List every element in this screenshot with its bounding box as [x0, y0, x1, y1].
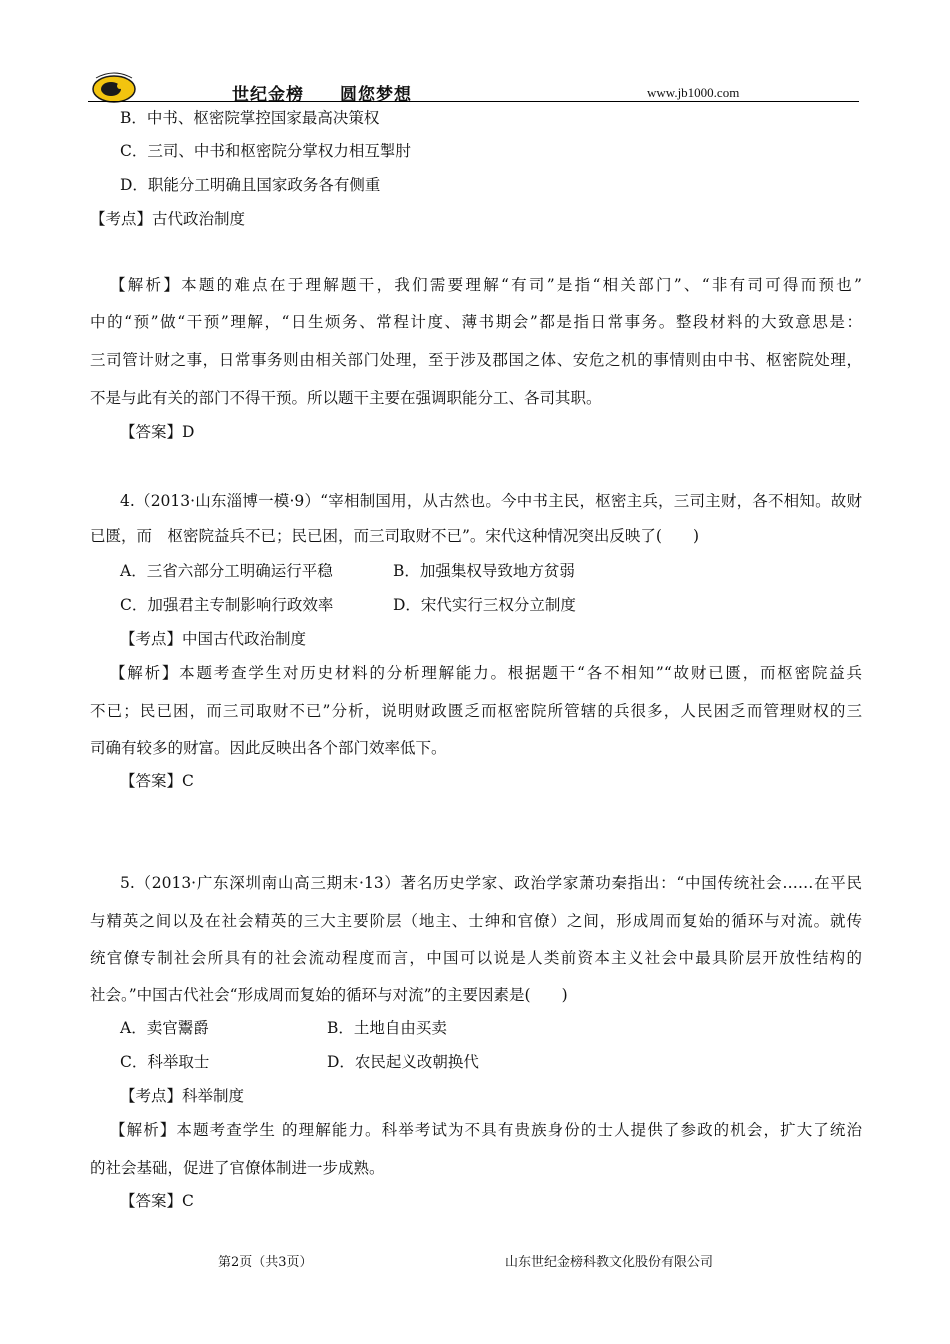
- q5-stem-line-3: 统官僚专制社会所具有的社会流动程度而言，中国可以说是人类前资本主义社会中最具阶层开放性结构的: [90, 949, 862, 967]
- q5-jiexi-line-2: 的社会基础，促进了官僚体制进一步成熟。: [90, 1159, 385, 1177]
- q5-answer: 【答案】C: [120, 1192, 194, 1210]
- footer-page-number: 第2页（共3页）: [218, 1255, 313, 1270]
- q3-jiexi-line-1: 【解析】本题的难点在于理解题干，我们需要理解“有司”是指“相关部门”、“非有司可得而预也”: [110, 276, 862, 294]
- q4-jiexi-line-3: 司确有较多的财富。因此反映出各个部门效率低下。: [90, 739, 447, 757]
- q3-option-d: D．职能分工明确且国家政务各有侧重: [120, 176, 381, 194]
- q4-stem-line-2: 已匮，而 枢密院益兵不已；民已困，而三司取财不已”。宋代这种情况突出反映了( ): [90, 527, 700, 545]
- header-divider: [88, 101, 859, 102]
- logo-icon: [90, 70, 138, 104]
- q5-kaodian: 【考点】科举制度: [120, 1087, 245, 1105]
- q4-option-a: A．三省六部分工明确运行平稳: [120, 562, 333, 580]
- q4-jiexi-line-1: 【解析】本题考查学生对历史材料的分析理解能力。根据题干“各不相知”“故财已匮，而枢密院益兵: [110, 664, 862, 682]
- q3-answer: 【答案】D: [120, 423, 195, 441]
- q4-stem-line-1: 4.（2013·山东淄博一模·9）“宰相制国用，从古然也。今中书主民，枢密主兵，三司主财，各不相知。故财: [120, 492, 862, 510]
- q5-option-c: C．科举取士: [120, 1053, 210, 1071]
- q5-option-d: D．农民起义改朝换代: [327, 1053, 479, 1071]
- q4-option-d: D．宋代实行三权分立制度: [393, 596, 576, 614]
- header-slogan: 世纪金榜 圆您梦想: [232, 85, 412, 105]
- q4-option-c: C．加强君主专制影响行政效率: [120, 596, 334, 614]
- q4-jiexi-line-2: 不已；民已困，而三司取财不已”分析，说明财政匮乏而枢密院所管辖的兵很多，人民困乏而管理财权的三: [90, 702, 862, 720]
- q3-option-c: C．三司、中书和枢密院分掌权力相互掣肘: [120, 142, 411, 160]
- q4-kaodian: 【考点】中国古代政治制度: [120, 630, 307, 648]
- q5-stem-line-2: 与精英之间以及在社会精英的三大主要阶层（地主、士绅和官僚）之间，形成周而复始的循环与对流。就传: [90, 912, 862, 930]
- q3-kaodian: 【考点】古代政治制度: [90, 210, 246, 228]
- q3-option-b: B．中书、枢密院掌控国家最高决策权: [120, 109, 380, 127]
- q4-option-b: B．加强集权导致地方贫弱: [393, 562, 575, 580]
- q5-jiexi-line-1: 【解析】本题考查学生 的理解能力。科举考试为不具有贵族身份的士人提供了参政的机会，扩大了统治: [110, 1121, 862, 1139]
- footer-company: 山东世纪金榜科教文化股份有限公司: [505, 1255, 714, 1270]
- q3-jiexi-line-2: 中的“预”做“干预”理解，“日生烦务、常程计度、薄书期会”都是指日常事务。整段材料的大致意思是：: [90, 313, 862, 331]
- q5-option-b: B．土地自由买卖: [327, 1019, 447, 1037]
- q4-answer: 【答案】C: [120, 772, 194, 790]
- q5-stem-line-4: 社会。”中国古代社会“形成周而复始的循环与对流”的主要因素是( ): [90, 986, 568, 1004]
- q5-option-a: A．卖官鬻爵: [120, 1019, 209, 1037]
- q3-jiexi-line-3: 三司管计财之事，日常事务则由相关部门处理，至于涉及郡国之体、安危之机的事情则由中书、枢密院处理，: [90, 351, 862, 369]
- q3-jiexi-line-4: 不是与此有关的部门不得干预。所以题干主要在强调职能分工、各司其职。: [90, 389, 602, 407]
- header-url[interactable]: www.jb1000.com: [647, 85, 740, 100]
- q5-stem-line-1: 5.（2013·广东深圳南山高三期末·13）著名历史学家、政治学家萧功秦指出：“中国传统社会……在平民: [120, 874, 862, 892]
